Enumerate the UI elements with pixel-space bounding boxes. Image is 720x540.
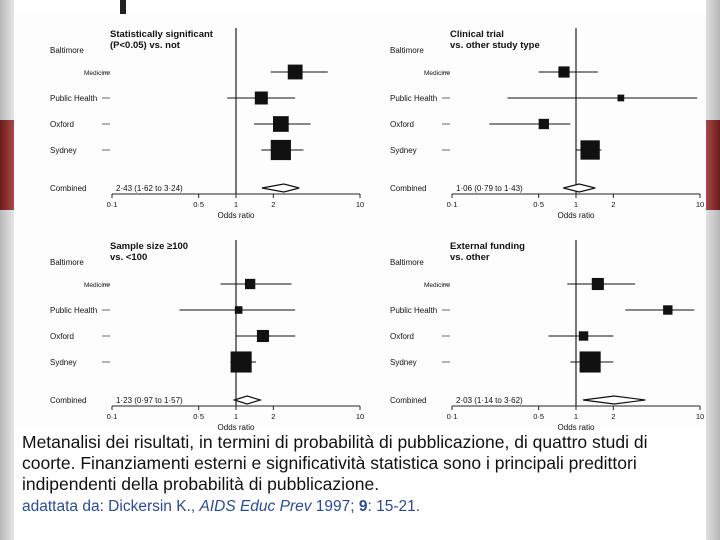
point-estimate-box [255,92,268,105]
x-tick-label: 2 [271,200,276,209]
point-estimate-box [592,278,604,290]
x-tick-label: 0·5 [533,412,545,421]
combined-diamond [583,396,645,404]
x-tick-label: 0·1 [106,200,118,209]
study-label: Public Health [390,94,438,103]
panel-subtitle: vs. other [450,252,490,263]
combined-label: Combined [390,396,427,405]
study-label: Oxford [50,332,75,341]
combined-estimate-text: 1·06 (0·79 to 1·43) [456,184,523,193]
panel-title: External funding [450,241,525,252]
x-tick-label: 10 [355,412,365,421]
x-tick-label: 0·5 [533,200,545,209]
right-slide-border [706,0,720,540]
x-tick-label: 0·1 [106,412,118,421]
study-label: Public Health [50,306,98,315]
point-estimate-box [618,95,625,102]
right-accent-band [706,120,720,210]
combined-diamond [262,184,299,192]
point-estimate-box [271,140,291,160]
study-label: Sydney [390,146,417,155]
study-label: Sydney [50,358,77,367]
x-tick-label: 0·5 [193,412,205,421]
study-label: Baltimore [390,46,424,55]
study-sublabel: Medicine [84,282,111,289]
panel-subtitle: vs. <100 [110,252,148,263]
study-label: Sydney [50,146,77,155]
citation [22,498,702,516]
panel-title: Statistically significant [110,29,213,40]
combined-estimate-text: 1·23 (0·97 to 1·57) [116,396,183,405]
citation-pages: : 15-21. [367,498,421,515]
x-tick-label: 1 [233,412,239,421]
study-label: Baltimore [50,46,84,55]
citation-volume: 9 [358,498,368,515]
combined-diamond [234,396,260,404]
panel-title: Clinical trial [450,29,504,40]
point-estimate-box [539,119,549,129]
x-tick-label: 2 [611,412,616,421]
x-tick-label: 10 [355,200,365,209]
x-tick-label: 1 [233,200,239,209]
x-tick-label: 0·1 [446,412,458,421]
combined-label: Combined [50,396,87,405]
panel-title: Sample size ≥100 [110,241,189,252]
citation-year: 1997; [311,498,359,515]
x-tick-label: 0·1 [446,200,458,209]
study-label: Oxford [390,120,415,129]
x-tick-label: 0·5 [193,200,205,209]
point-estimate-box [558,66,569,77]
x-axis-label: Odds ratio [217,423,255,430]
combined-estimate-text: 2·43 (1·62 to 3·24) [116,184,183,193]
point-estimate-box [245,279,255,289]
x-tick-label: 10 [695,200,705,209]
study-label: Oxford [50,120,75,129]
figure-caption: Metanalisi dei risultati, in termini di probabilità di pubblicazione, di quattro studi di coorte. Finanziamenti esterni e significatività statistica sono i principali predittori indipendenti della probabilità di pubblicazione. [22,432,648,494]
study-label: Oxford [390,332,415,341]
study-label: Public Health [390,306,438,315]
point-estimate-box [273,116,289,132]
study-sublabel: Medicine [84,70,111,77]
combined-diamond [563,184,595,192]
citation-prefix: adattata da: Dickersin K., [22,498,200,515]
x-axis-label: Odds ratio [217,211,255,220]
left-slide-border [0,0,14,540]
x-tick-label: 1 [573,412,579,421]
point-estimate-box [231,351,252,372]
study-label: Baltimore [390,258,424,267]
x-tick-label: 1 [573,200,579,209]
point-estimate-box [579,331,588,340]
left-accent-band [0,120,14,210]
point-estimate-box [235,306,243,314]
study-sublabel: Medicine [424,70,451,77]
point-estimate-box [580,351,601,372]
combined-estimate-text: 2·03 (1·14 to 3·62) [456,396,523,405]
x-axis-label: Odds ratio [557,423,595,430]
point-estimate-box [663,305,672,314]
x-axis-label: Odds ratio [557,211,595,220]
panel-subtitle: (P<0.05) vs. not [110,40,180,51]
combined-label: Combined [50,184,87,193]
study-label: Baltimore [50,258,84,267]
x-tick-label: 10 [695,412,705,421]
panel-subtitle: vs. other study type [450,40,540,51]
study-sublabel: Medicine [424,282,451,289]
point-estimate-box [288,65,303,80]
x-tick-label: 2 [271,412,276,421]
forest-plot-figure [14,14,706,430]
forest-plots-svg [14,14,706,430]
combined-label: Combined [390,184,427,193]
citation-journal: AIDS Educ Prev [199,498,312,515]
x-tick-label: 2 [611,200,616,209]
study-label: Public Health [50,94,98,103]
point-estimate-box [257,330,269,342]
study-label: Sydney [390,358,417,367]
point-estimate-box [580,140,599,159]
